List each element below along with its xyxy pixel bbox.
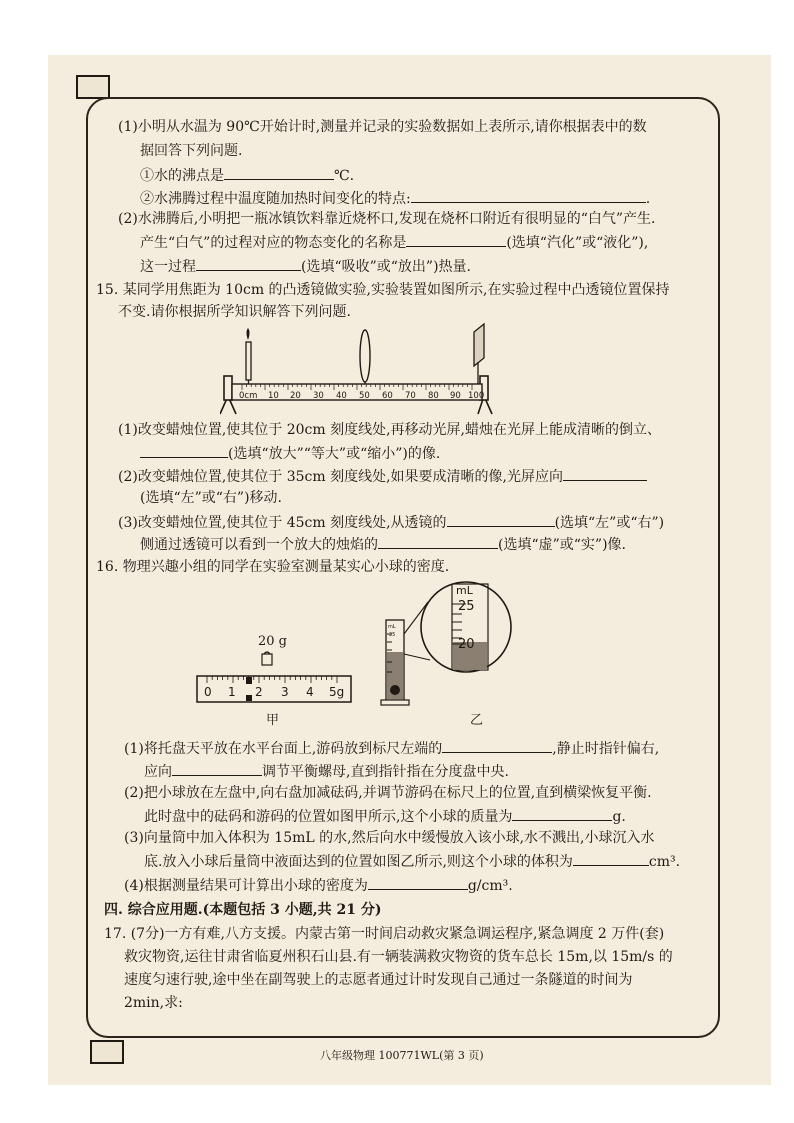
q16-sub1-text-d: 调节平衡螺母,直到指针指在分度盘中央. [262,764,509,780]
corner-mark-bottom [90,1040,124,1064]
scale-tick-label: 0 [204,685,212,699]
q14-boiling-point-unit: ℃. [334,168,355,184]
answer-blank-image-size[interactable] [140,443,228,458]
q16-sub4-text: (4)根据测量结果可计算出小球的密度为 [124,878,368,894]
q16-sub2-line2 [144,806,626,826]
cylinder-unit-small: mL [388,624,396,630]
q15-line1: 15. 某同学用焦距为 10cm 的凸透镜做实验,实验装置如图所示,在实验过程中凸透镜位置保持 [96,282,670,298]
answer-blank-density[interactable] [368,875,468,890]
q15-sub2-text: (2)改变蜡烛位置,使其位于 35cm 刻度线处,如果要成清晰的像,光屏应向 [118,469,564,485]
cylinder-mark-20: 20 [458,637,475,652]
q16-sub4-unit: g/cm³. [467,878,513,894]
optical-bench-figure [220,318,500,416]
q15-sub3-text-a: (3)改变蜡烛位置,使其位于 45cm 刻度线处,从透镜的 [118,515,447,531]
q14-boiling-point-line [140,165,354,185]
q15-sub2-line2: (选填“左”或“右”)移动. [140,490,283,506]
q14-part1-line2: 据回答下列问题. [140,143,243,159]
q17-line2: 救灾物资,运往甘肃省临夏州积石山县.有一辆装满救灾物资的货车总长 15m,以 15m/s 的 [124,949,673,965]
q14-boiling-point-text: ①水的沸点是 [140,168,224,184]
q16-sub2-line1: (2)把小球放在左盘中,向右盘加减砝码,并调节游码在标尺上的位置,直到横梁恢复平衡. [124,785,652,801]
scale-tick-label: 1 [228,685,236,699]
bench-tick-label: 50 [359,391,370,401]
q15-sub1-line1: (1)改变蜡烛位置,使其位于 20cm 刻度线处,再移动光屏,蜡烛在光屏上能成清晰的倒立、 [118,422,662,438]
q16-sub3-text: 底.放入小球后量筒中液面达到的位置如图乙所示,则这个小球的体积为 [144,854,573,870]
q16-sub1-line2 [144,761,509,781]
weight-label: 20 g [258,634,287,649]
answer-blank-heat[interactable] [196,256,301,271]
answer-blank-volume[interactable] [573,851,649,866]
q16-sub3-line2 [144,851,680,871]
q14-part2-line3 [140,256,471,276]
q14-part2-text-d: (选填“吸收”或“放出”)热量. [301,259,472,275]
light-screen-icon [474,324,484,384]
q14-part2-text-a: 产生“白气”的过程对应的物态变化的名称是 [140,235,407,251]
corner-mark-top [76,75,110,99]
answer-blank-state-change[interactable] [406,232,506,247]
bench-unit-label: 0cm [239,391,258,401]
q15-sub3-text-b: (选填“左”或“右”) [554,515,665,531]
section-four-heading: 四. 综合应用题.(本题包括 3 小题,共 21 分) [104,902,382,918]
bench-tick-label: 10 [268,391,279,401]
cylinder-unit-label: mL [456,584,473,597]
q16-sub2-unit: g. [612,809,626,825]
q14-part2-line2 [140,232,648,252]
q14-part2-line1: (2)水沸腾后,小明把一瓶冰镇饮料靠近烧杯口,发现在烧杯口附近有很明显的“白气”产生. [118,211,656,227]
q16-sub1-text-b: ,静止时指针偏右, [552,741,660,757]
q14-part2-text-b: (选填“汽化”或“液化”), [506,235,649,251]
q17-line3: 速度匀速行驶,途中坐在副驾驶上的志愿者通过计时发现自己通过一条隧道的时间为 [124,972,633,988]
q15-sub2-line1 [118,466,647,486]
rider-lower [246,695,252,701]
q16-sub2-text: 此时盘中的砝码和游码的位置如图甲所示,这个小球的质量为 [144,809,513,825]
q16-sub1-text-a: (1)将托盘天平放在水平台面上,游码放到标尺左端的 [124,741,443,757]
scale-tick-label: 3 [281,685,289,699]
q14-feature-end: . [645,191,651,207]
rider-scale-bar [197,676,351,702]
q16-sub3-unit: cm³. [648,854,681,870]
candle-icon [246,328,251,384]
bench-tick-label: 100 [468,391,485,401]
q15-sub3-text-c: 侧通过透镜可以看到一个放大的烛焰的 [140,537,378,553]
q15-line2: 不变.请你根据所学知识解答下列问题. [118,304,351,320]
answer-blank-boiling-point[interactable] [224,165,334,180]
cylinder-mark-small: 25 [389,632,396,638]
bench-tick-label: 90 [450,391,461,401]
q16-sub4-line [124,875,513,895]
answer-blank-image-type[interactable] [378,534,498,549]
q16-title: 16. 物理兴趣小组的同学在实验室测量某实心小球的密度. [96,559,450,575]
answer-blank-zero-mark[interactable] [442,738,552,753]
q14-part2-text-c: 这一过程 [140,259,196,275]
bench-tick-label: 60 [382,391,393,401]
q15-sub3-line1 [118,512,664,532]
bench-tick-label: 80 [428,391,439,401]
scale-tick-label: 4 [306,685,314,699]
figure-b-label: 乙 [470,713,484,728]
answer-blank-mass[interactable] [512,806,612,821]
scale-tick-label: 2 [255,685,263,699]
ball-icon [390,685,400,695]
convex-lens-icon [360,330,370,384]
measuring-cylinder-figure [378,572,528,710]
q16-sub1-line1 [124,738,659,758]
q17-line4: 2min,求: [124,995,183,1011]
q14-feature-line [140,188,650,208]
q17-line1: 17. (7分)一方有难,八方支援。内蒙古第一时间启动救灾紧急调运程序,紧急调度 2 万件(套) [104,926,665,942]
answer-blank-nut-direction[interactable] [172,761,262,776]
q14-part1-line1: (1)小明从水温为 90℃开始计时,测量并记录的实验数据如上表所示,请你根据表中的数 [118,119,647,135]
figure-a-label: 甲 [266,713,280,728]
answer-blank-screen-direction[interactable] [563,466,647,481]
q15-sub1-text: (选填“放大”“等大”或“缩小”)的像. [228,446,441,462]
q15-sub3-text-d: (选填“虚”或“实”)像. [498,537,627,553]
rider-upper [246,677,252,684]
q15-sub3-line2 [140,534,626,554]
bench-tick-label: 70 [405,391,416,401]
answer-blank-view-side[interactable] [447,512,555,527]
q15-sub1-line2 [140,443,440,463]
page-footer: 八年级物理 100771WL(第 3 页) [320,1049,484,1062]
bench-tick-label: 30 [313,391,324,401]
cylinder-mark-25: 25 [458,599,475,614]
q14-feature-text: ②水沸腾过程中温度随加热时间变化的特点: [140,191,411,207]
answer-blank-feature[interactable] [411,188,646,203]
scale-tick-label: 5g [329,685,345,699]
bench-tick-label: 20 [290,391,301,401]
q16-sub1-text-c: 应向 [144,764,172,780]
balance-scale-figure [195,650,355,710]
bench-tick-label: 40 [336,391,347,401]
weight-icon [262,652,272,665]
q16-sub3-line1: (3)向量筒中加入体积为 15mL 的水,然后向水中缓慢放入该小球,水不溅出,小球沉入水 [124,830,655,846]
